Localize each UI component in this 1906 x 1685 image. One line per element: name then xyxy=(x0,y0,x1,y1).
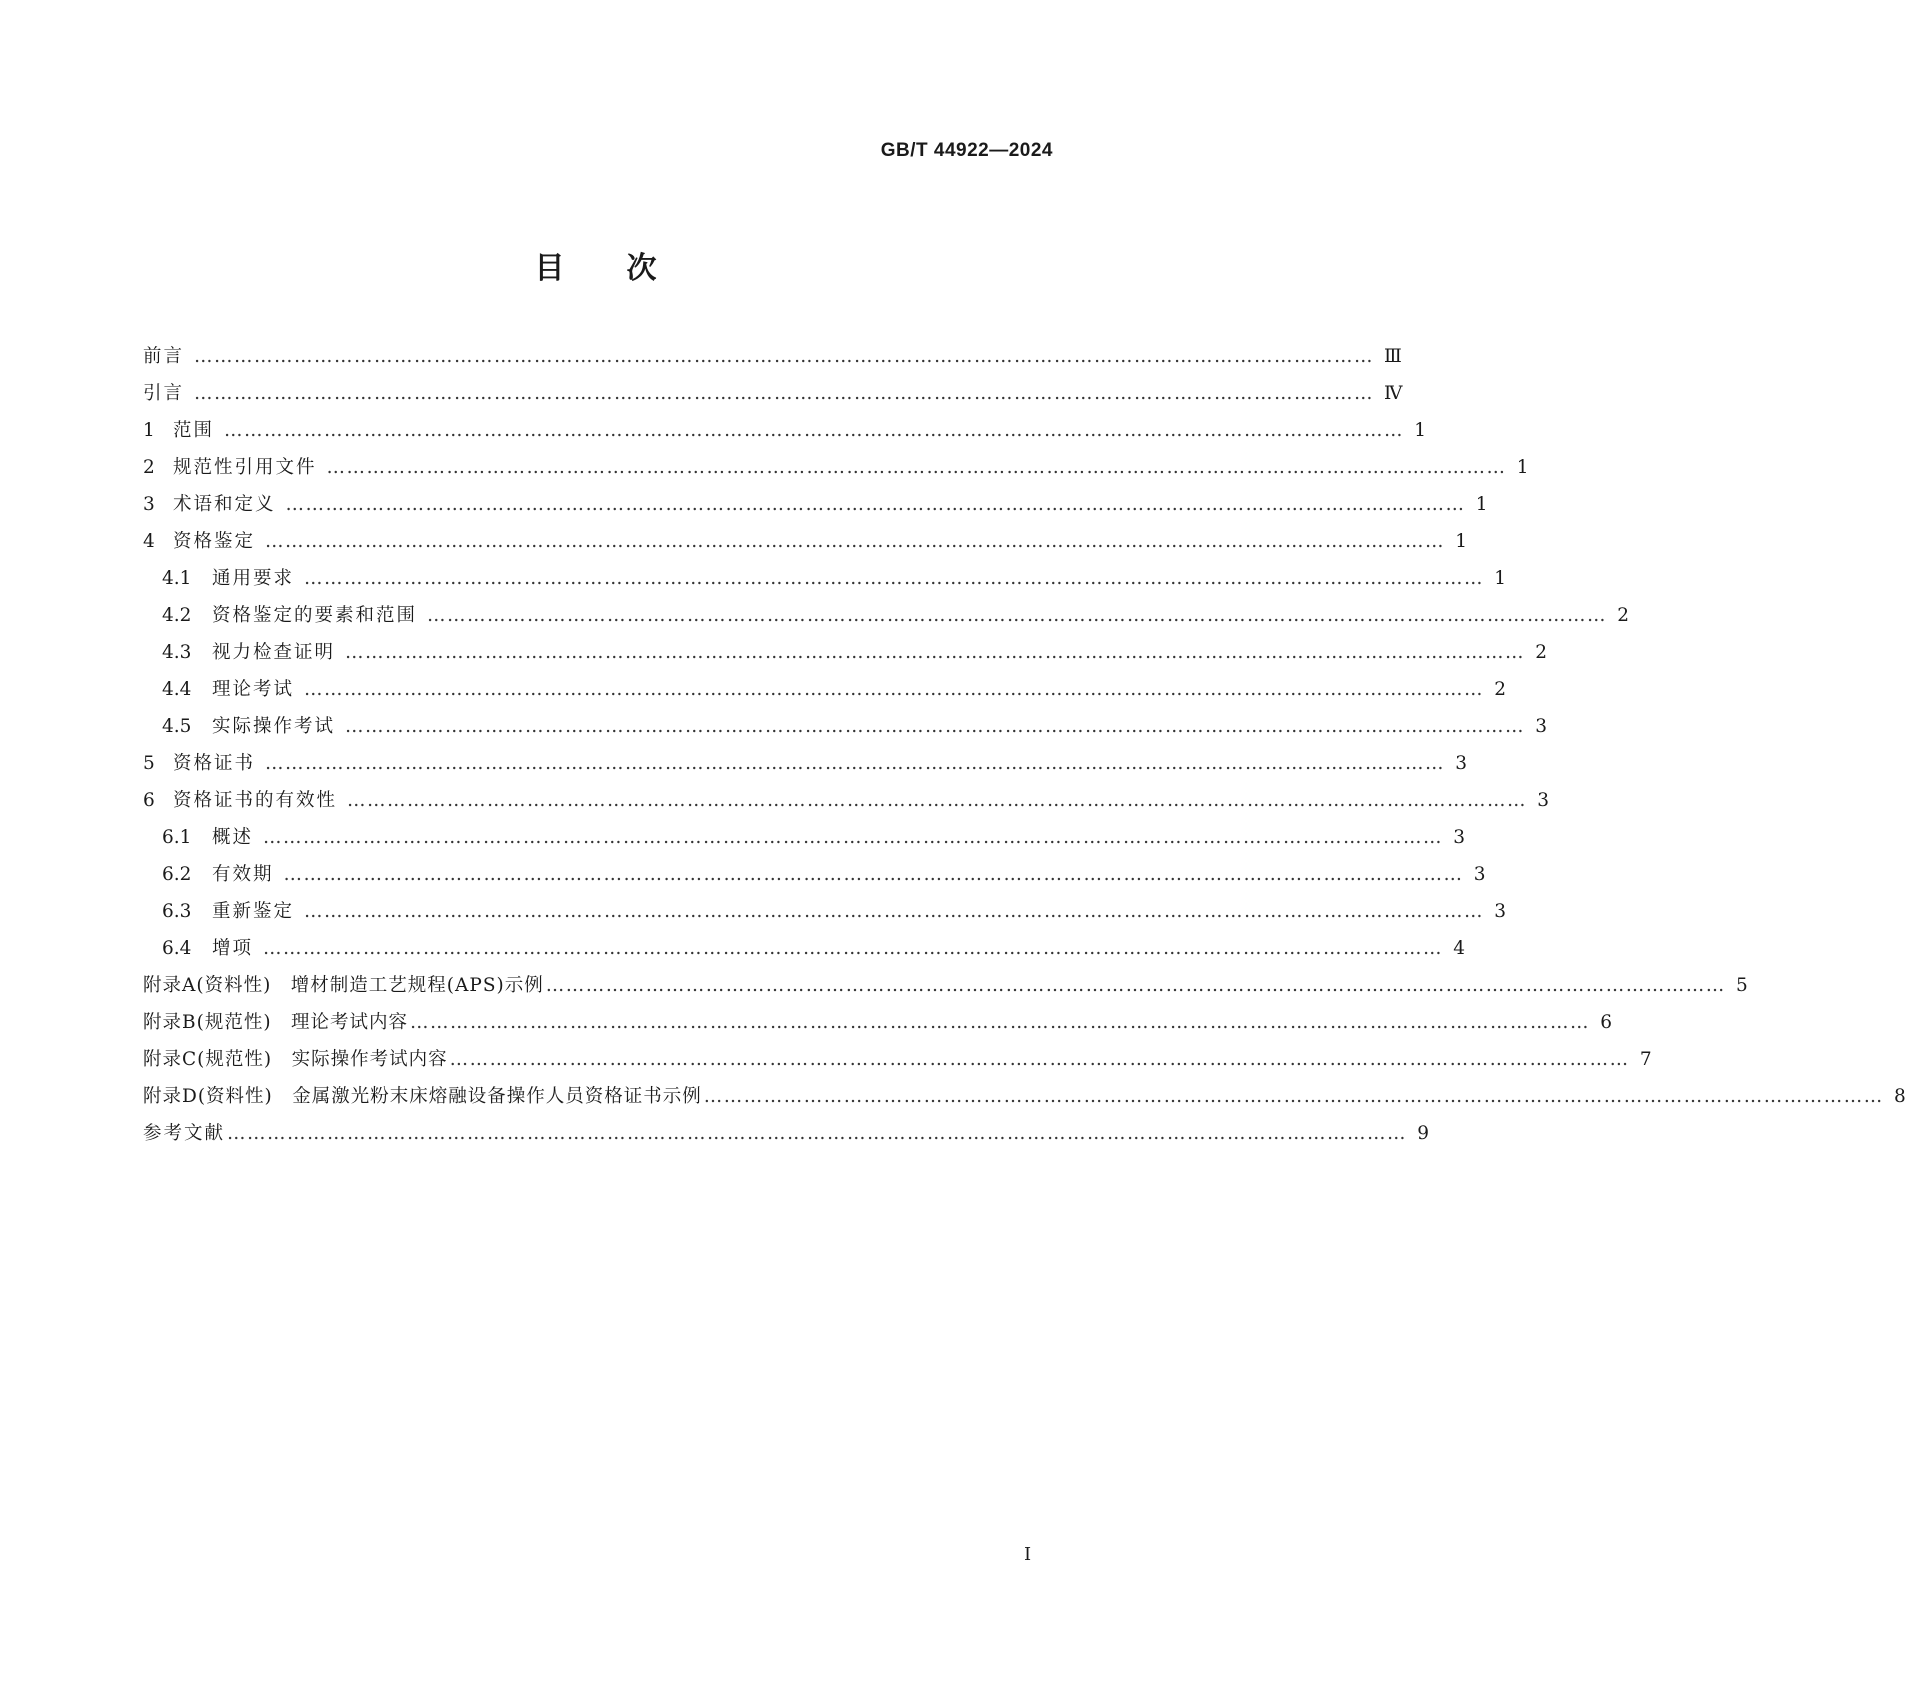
toc-leader-dots: …………………………………………………………………………………………………………………………………………………………… xyxy=(347,790,1528,811)
toc-entry-number: 6 xyxy=(143,790,155,811)
toc-entry-label: 通用要求 xyxy=(212,568,295,589)
toc-leader-dots: …………………………………………………………………………………………………………………………………………………………… xyxy=(265,531,1446,552)
toc-entry-page: 1 xyxy=(1516,457,1529,478)
toc-entry-page: 1 xyxy=(1494,568,1507,589)
toc-entry-number: 4.2 xyxy=(162,605,192,626)
toc-entry-label: 前言 xyxy=(143,346,185,367)
toc-leader-dots: …………………………………………………………………………………………………………………………………………………………… xyxy=(304,679,1485,700)
toc-entry-label: 实际操作考试 xyxy=(212,716,336,737)
toc-entry-label: 有效期 xyxy=(212,864,274,885)
toc-entry-introduction[interactable] xyxy=(143,375,1403,412)
toc-entry-page: 3 xyxy=(1455,753,1468,774)
toc-entry-number: 4.4 xyxy=(162,679,192,700)
toc-entry-page: 2 xyxy=(1535,642,1548,663)
toc-entry-6-3[interactable] xyxy=(143,893,1507,930)
toc-entry-number: 3 xyxy=(143,494,155,515)
toc-entry-number: 4.5 xyxy=(162,716,192,737)
toc-leader-dots: …………………………………………………………………………………………………………………………………………………………… xyxy=(285,494,1466,515)
toc-entry-label: 资格证书 xyxy=(173,753,256,774)
toc-entry-label: 附录B(规范性) 理论考试内容 xyxy=(143,1012,409,1033)
toc-entry-page: 6 xyxy=(1600,1012,1613,1033)
toc-entry-page: 3 xyxy=(1473,864,1486,885)
standard-code: GB/T 44922—2024 xyxy=(880,140,1053,161)
toc-leader-dots: …………………………………………………………………………………………………………………………………………………………… xyxy=(703,1086,1884,1107)
toc-entry-page: 8 xyxy=(1894,1086,1906,1107)
toc-entry-number: 4 xyxy=(143,531,155,552)
toc-entry-number: 5 xyxy=(143,753,155,774)
page-folio: Ⅰ xyxy=(1024,1544,1032,1565)
toc-entry-1[interactable] xyxy=(143,412,1427,449)
toc-leader-dots: …………………………………………………………………………………………………………………………………………………………… xyxy=(410,1012,1591,1033)
toc-entry-label: 理论考试 xyxy=(212,679,295,700)
toc-entry-4[interactable] xyxy=(143,523,1468,560)
toc-leader-dots: …………………………………………………………………………………………………………………………………………………………… xyxy=(449,1049,1630,1070)
toc-entry-label: 参考文献 xyxy=(143,1123,226,1144)
toc-entry-page: 5 xyxy=(1735,975,1748,996)
toc-entry-label: 重新鉴定 xyxy=(212,901,295,922)
toc-leader-dots: …………………………………………………………………………………………………………………………………………………………… xyxy=(545,975,1726,996)
toc-entry-page: 2 xyxy=(1617,605,1630,626)
toc-leader-dots: …………………………………………………………………………………………………………………………………………………………… xyxy=(194,383,1375,404)
toc-entry-label: 附录D(资料性) 金属激光粉末床熔融设备操作人员资格证书示例 xyxy=(143,1086,702,1107)
toc-entry-page: 3 xyxy=(1453,827,1466,848)
toc-entry-page: 4 xyxy=(1453,938,1466,959)
toc-entry-page: Ⅲ xyxy=(1384,346,1402,367)
toc-leader-dots: …………………………………………………………………………………………………………………………………………………………… xyxy=(345,716,1526,737)
toc-entry-page: Ⅳ xyxy=(1384,383,1403,404)
toc-entry-appendix-d[interactable] xyxy=(143,1078,1906,1115)
toc-entry-page: 3 xyxy=(1494,901,1507,922)
toc-leader-dots: …………………………………………………………………………………………………………………………………………………………… xyxy=(263,827,1444,848)
toc-leader-dots: …………………………………………………………………………………………………………………………………………………………… xyxy=(194,346,1375,367)
toc-entry-page: 1 xyxy=(1414,420,1427,441)
toc-leader-dots: …………………………………………………………………………………………………………………………………………………………… xyxy=(227,1123,1408,1144)
toc-entry-4-2[interactable] xyxy=(143,597,1630,634)
toc-entry-number: 6.2 xyxy=(162,864,192,885)
toc-leader-dots: …………………………………………………………………………………………………………………………………………………………… xyxy=(427,605,1608,626)
toc-entry-number: 6.3 xyxy=(162,901,192,922)
toc-entry-number: 6.4 xyxy=(162,938,192,959)
toc-entry-appendix-b[interactable] xyxy=(143,1004,1613,1041)
toc-entry-page: 9 xyxy=(1417,1123,1430,1144)
toc-entry-page: 1 xyxy=(1475,494,1488,515)
toc-entry-2[interactable] xyxy=(143,449,1529,486)
toc-entry-number: 6.1 xyxy=(162,827,192,848)
toc-entry-4-5[interactable] xyxy=(143,708,1548,745)
toc-entry-references[interactable] xyxy=(143,1115,1430,1152)
toc-leader-dots: …………………………………………………………………………………………………………………………………………………………… xyxy=(326,457,1507,478)
toc-entry-label: 术语和定义 xyxy=(173,494,276,515)
toc-leader-dots: …………………………………………………………………………………………………………………………………………………………… xyxy=(283,864,1464,885)
toc-entry-page: 3 xyxy=(1535,716,1548,737)
toc-entry-4-1[interactable] xyxy=(143,560,1507,597)
toc-entry-label: 资格鉴定 xyxy=(173,531,256,552)
toc-entry-label: 视力检查证明 xyxy=(212,642,336,663)
toc-leader-dots: …………………………………………………………………………………………………………………………………………………………… xyxy=(345,642,1526,663)
toc-leader-dots: …………………………………………………………………………………………………………………………………………………………… xyxy=(304,568,1485,589)
toc-entry-number: 4.3 xyxy=(162,642,192,663)
toc-entry-6[interactable] xyxy=(143,782,1550,819)
toc-leader-dots: …………………………………………………………………………………………………………………………………………………………… xyxy=(263,938,1444,959)
toc-leader-dots: …………………………………………………………………………………………………………………………………………………………… xyxy=(265,753,1446,774)
toc-entry-label: 附录C(规范性) 实际操作考试内容 xyxy=(143,1049,448,1070)
toc-entry-page: 2 xyxy=(1494,679,1507,700)
toc-entry-label: 范围 xyxy=(173,420,215,441)
toc-entry-number: 4.1 xyxy=(162,568,192,589)
toc-entry-label: 规范性引用文件 xyxy=(173,457,317,478)
toc-entry-foreword[interactable] xyxy=(143,338,1402,375)
toc-entry-number: 2 xyxy=(143,457,155,478)
toc-entry-appendix-c[interactable] xyxy=(143,1041,1652,1078)
toc-entry-4-4[interactable] xyxy=(143,671,1507,708)
toc-title: 目次 xyxy=(534,251,719,286)
toc-entry-3[interactable] xyxy=(143,486,1488,523)
toc-entry-6-2[interactable] xyxy=(143,856,1486,893)
toc-entry-label: 概述 xyxy=(212,827,254,848)
table-of-contents xyxy=(143,338,1906,1152)
toc-leader-dots: …………………………………………………………………………………………………………………………………………………………… xyxy=(304,901,1485,922)
toc-entry-label: 资格证书的有效性 xyxy=(173,790,338,811)
toc-entry-page: 3 xyxy=(1537,790,1550,811)
toc-entry-4-3[interactable] xyxy=(143,634,1548,671)
toc-entry-page: 7 xyxy=(1639,1049,1652,1070)
toc-entry-number: 1 xyxy=(143,420,155,441)
toc-leader-dots: …………………………………………………………………………………………………………………………………………………………… xyxy=(224,420,1405,441)
toc-entry-appendix-a[interactable] xyxy=(143,967,1748,1004)
toc-entry-label: 引言 xyxy=(143,383,185,404)
toc-entry-5[interactable] xyxy=(143,745,1468,782)
toc-entry-label: 资格鉴定的要素和范围 xyxy=(212,605,418,626)
toc-entry-6-4[interactable] xyxy=(143,930,1466,967)
toc-entry-6-1[interactable] xyxy=(143,819,1466,856)
toc-entry-label: 增项 xyxy=(212,938,254,959)
toc-entry-page: 1 xyxy=(1455,531,1468,552)
toc-entry-label: 附录A(资料性) 增材制造工艺规程(APS)示例 xyxy=(143,975,544,996)
